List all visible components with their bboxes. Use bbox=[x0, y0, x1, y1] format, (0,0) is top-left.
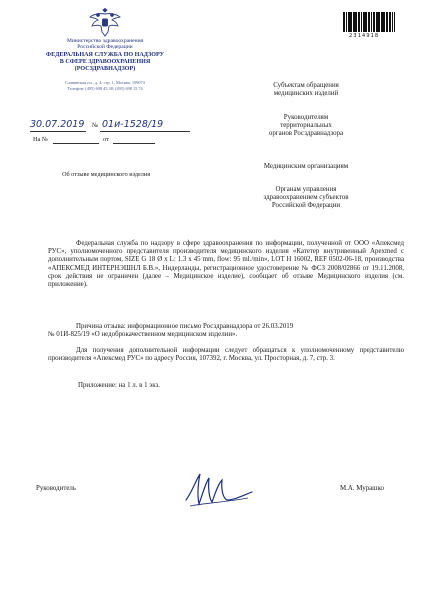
letter-subject: Об отзыве медицинского изделия bbox=[62, 171, 151, 178]
recipient-block-1 bbox=[226, 82, 386, 98]
ministry-line-2: Российской Федерации bbox=[77, 44, 133, 51]
attachment-note: Приложение: на 1 л. в 1 экз. bbox=[78, 382, 160, 389]
recipient-line: Органам управления bbox=[275, 186, 337, 193]
number-underline bbox=[100, 131, 190, 132]
barcode-bar bbox=[392, 12, 393, 32]
reference-label: На № bbox=[33, 136, 48, 143]
barcode-bar bbox=[365, 12, 367, 32]
service-line-2: В СФЕРЕ ЗДРАВООХРАНЕНИЯ bbox=[59, 59, 151, 65]
barcode-number: 2314918 bbox=[349, 33, 380, 39]
reference-line bbox=[33, 136, 203, 146]
document-barcode bbox=[343, 12, 395, 32]
recipient-line: территориальных bbox=[280, 122, 332, 129]
reason-line-1: Причина отзыва: информационное письмо Росздравнадзора от 26.03.2019 bbox=[76, 323, 294, 330]
service-line-3: (РОСЗДРАВНАДЗОР) bbox=[74, 66, 136, 72]
recipient-block-3 bbox=[226, 163, 386, 171]
address-line-1: Славянская пл., д. 4, стр. 1, Москва, 109074 bbox=[65, 80, 145, 85]
recipient-line: Российской Федерации bbox=[271, 202, 341, 209]
state-emblem bbox=[88, 8, 122, 38]
barcode-bar bbox=[359, 12, 360, 32]
body-paragraph-2 bbox=[48, 323, 404, 339]
registration-number-sign: № bbox=[92, 122, 99, 129]
body-paragraph-1: Федеральная служба по надзору в сфере здравоохранения по информации, полученной от ООО «Апексмед РУС», уполномоченного представителя производителя медицинского изделия «Катетер внутривенный Apexmed с дополнительным портом, SIZE G 18 Ø x L: 1.3 x 45 mm, flow: 95 ml./min», LOT H 16002, REF 0502-06-18, производства «АПЕКСМЕД ИНТЕРНЭШНЛ Б.В.», Нидерланды, регистрационное удостоверение № ФСЗ 2008/02866 от 19.11.2008, срок действия не ограничен (далее – Медицинское изделие), сообщает об отзыве Медицинского изделия (см. приложение). bbox=[48, 240, 404, 289]
barcode-bar bbox=[378, 12, 379, 32]
recipient-line: медицинских изделий bbox=[273, 90, 339, 97]
recipient-line: Медицинским организациям bbox=[263, 163, 349, 170]
recipient-line: Руководителям bbox=[283, 114, 329, 121]
barcode-bar bbox=[394, 12, 395, 32]
ministry-line-1: Министерство здравоохранения bbox=[66, 38, 144, 44]
recipient-line: здравоохранением субъектов bbox=[263, 194, 349, 201]
recipient-block-4 bbox=[226, 186, 386, 210]
handwritten-signature bbox=[182, 470, 258, 510]
service-line-1: ФЕДЕРАЛЬНАЯ СЛУЖБА ПО НАДЗОРУ bbox=[45, 52, 165, 58]
reason-line-2: № 01И-825/19 «О недоброкачественном медицинском изделии». bbox=[48, 331, 238, 339]
body-paragraph-3: Для получения дополнительной информации следует обращаться к уполномоченному представителю производителя «Апексмед РУС» по адресу Россия, 107392, г. Москва, ул. Просторная, д. 7, стр. 3. bbox=[48, 347, 404, 363]
signatory-name: М.А. Мурашко bbox=[340, 485, 384, 492]
reference-from: от bbox=[103, 136, 109, 143]
reference-from-underline bbox=[113, 143, 155, 144]
registration-line bbox=[30, 119, 200, 133]
registration-date: 30.07.2019 bbox=[30, 119, 85, 130]
barcode-bar bbox=[382, 12, 384, 32]
letterhead-address bbox=[20, 80, 190, 91]
address-line-2: Телефон: (495) 698 45 38; (495) 698 15 74 bbox=[67, 85, 143, 91]
registration-number: 01и-1528/19 bbox=[102, 119, 164, 130]
signatory-position: Руководитель bbox=[36, 485, 77, 492]
recipient-line: органов Росздравнадзора bbox=[268, 130, 344, 137]
reference-underline bbox=[53, 143, 99, 144]
ministry-name bbox=[20, 38, 190, 51]
barcode-bar bbox=[346, 12, 347, 32]
date-underline bbox=[30, 131, 86, 132]
service-name bbox=[20, 52, 190, 73]
recipient-block-2 bbox=[226, 114, 386, 138]
recipient-line: Субъектам обращения bbox=[273, 82, 339, 89]
